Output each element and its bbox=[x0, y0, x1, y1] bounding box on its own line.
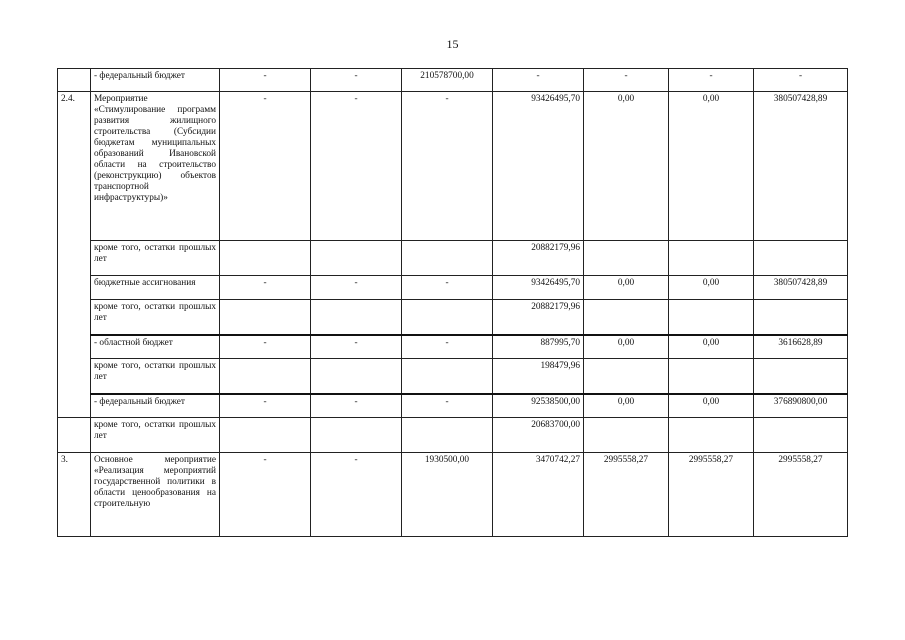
value-cell: 0,00 bbox=[584, 394, 669, 418]
value-cell bbox=[584, 241, 669, 276]
table-row bbox=[58, 394, 848, 418]
value-cell: 0,00 bbox=[669, 276, 754, 300]
value-cell: 210578700,00 bbox=[402, 69, 493, 92]
value-cell: - bbox=[220, 453, 311, 537]
value-cell bbox=[402, 418, 493, 453]
value-cell: 380507428,89 bbox=[754, 92, 848, 241]
value-cell: 2995558,27 bbox=[754, 453, 848, 537]
value-cell: - bbox=[402, 92, 493, 241]
value-cell bbox=[584, 300, 669, 335]
value-cell: 3470742,27 bbox=[493, 453, 584, 537]
value-cell: 93426495,70 bbox=[493, 92, 584, 241]
value-cell: 376890800,00 bbox=[754, 394, 848, 418]
row-number-cell: 3. bbox=[58, 453, 91, 537]
row-number-cell: 2.4. bbox=[58, 92, 91, 418]
value-cell bbox=[669, 359, 754, 394]
table-row bbox=[58, 276, 848, 300]
value-cell: 92538500,00 bbox=[493, 394, 584, 418]
row-name-cell: - областной бюджет bbox=[91, 335, 220, 359]
value-cell bbox=[754, 418, 848, 453]
value-cell: - bbox=[402, 394, 493, 418]
value-cell: - bbox=[311, 276, 402, 300]
value-cell bbox=[669, 241, 754, 276]
row-name-cell: кроме того, остатки прошлых лет bbox=[91, 241, 220, 276]
value-cell bbox=[584, 418, 669, 453]
table-row bbox=[58, 92, 848, 241]
value-cell: 0,00 bbox=[669, 335, 754, 359]
table-row bbox=[58, 453, 848, 537]
value-cell bbox=[311, 300, 402, 335]
value-cell: - bbox=[220, 276, 311, 300]
value-cell: 2995558,27 bbox=[669, 453, 754, 537]
table-row bbox=[58, 418, 848, 453]
row-name-cell: кроме того, остатки прошлых лет bbox=[91, 359, 220, 394]
value-cell bbox=[584, 359, 669, 394]
table-row bbox=[58, 241, 848, 276]
value-cell: - bbox=[311, 394, 402, 418]
value-cell bbox=[220, 359, 311, 394]
page-number: 15 bbox=[446, 37, 459, 51]
value-cell: 3616628,89 bbox=[754, 335, 848, 359]
value-cell: 198479,96 bbox=[493, 359, 584, 394]
value-cell: - bbox=[754, 69, 848, 92]
value-cell bbox=[311, 359, 402, 394]
value-cell: 0,00 bbox=[584, 92, 669, 241]
value-cell bbox=[669, 300, 754, 335]
table-row bbox=[58, 69, 848, 92]
table-row bbox=[58, 335, 848, 359]
value-cell: - bbox=[402, 276, 493, 300]
value-cell bbox=[402, 359, 493, 394]
value-cell bbox=[669, 418, 754, 453]
value-cell: - bbox=[402, 335, 493, 359]
value-cell: - bbox=[220, 69, 311, 92]
value-cell: - bbox=[669, 69, 754, 92]
value-cell: - bbox=[493, 69, 584, 92]
value-cell: 380507428,89 bbox=[754, 276, 848, 300]
value-cell: 20683700,00 bbox=[493, 418, 584, 453]
value-cell bbox=[220, 418, 311, 453]
row-name-cell: Основное мероприятие «Реализация мероприятий государственной политики в области ценообразования на строительную bbox=[91, 453, 220, 537]
row-name-cell: бюджетные ассигнования bbox=[91, 276, 220, 300]
value-cell: - bbox=[584, 69, 669, 92]
value-cell: 0,00 bbox=[584, 276, 669, 300]
value-cell bbox=[754, 241, 848, 276]
row-name-cell: кроме того, остатки прошлых лет bbox=[91, 300, 220, 335]
row-name-cell: кроме того, остатки прошлых лет bbox=[91, 418, 220, 453]
value-cell: 20882179,96 bbox=[493, 300, 584, 335]
value-cell: 0,00 bbox=[669, 394, 754, 418]
value-cell bbox=[311, 418, 402, 453]
row-number-cell bbox=[58, 69, 91, 92]
value-cell: - bbox=[220, 335, 311, 359]
value-cell bbox=[754, 359, 848, 394]
value-cell bbox=[220, 300, 311, 335]
budget-table bbox=[57, 68, 848, 537]
value-cell bbox=[311, 241, 402, 276]
value-cell: 887995,70 bbox=[493, 335, 584, 359]
value-cell bbox=[402, 241, 493, 276]
value-cell bbox=[402, 300, 493, 335]
value-cell: 0,00 bbox=[669, 92, 754, 241]
value-cell: 1930500,00 bbox=[402, 453, 493, 537]
value-cell: - bbox=[311, 335, 402, 359]
row-name-cell: - федеральный бюджет bbox=[91, 69, 220, 92]
table-row bbox=[58, 300, 848, 335]
table-row bbox=[58, 359, 848, 394]
value-cell: - bbox=[311, 453, 402, 537]
value-cell: - bbox=[220, 394, 311, 418]
value-cell bbox=[220, 241, 311, 276]
row-name-cell: - федеральный бюджет bbox=[91, 394, 220, 418]
row-name-cell: Мероприятие «Стимулирование программ развития жилищного строительства (Субсидии бюджетам муниципальных образований Ивановской области на строительство (реконструкцию) объектов транспортной инфраструктуры)» bbox=[91, 92, 220, 241]
row-number-cell bbox=[58, 418, 91, 453]
value-cell: 0,00 bbox=[584, 335, 669, 359]
value-cell: - bbox=[311, 92, 402, 241]
value-cell: 2995558,27 bbox=[584, 453, 669, 537]
value-cell: 93426495,70 bbox=[493, 276, 584, 300]
value-cell: - bbox=[311, 69, 402, 92]
value-cell: - bbox=[220, 92, 311, 241]
value-cell bbox=[754, 300, 848, 335]
value-cell: 20882179,96 bbox=[493, 241, 584, 276]
